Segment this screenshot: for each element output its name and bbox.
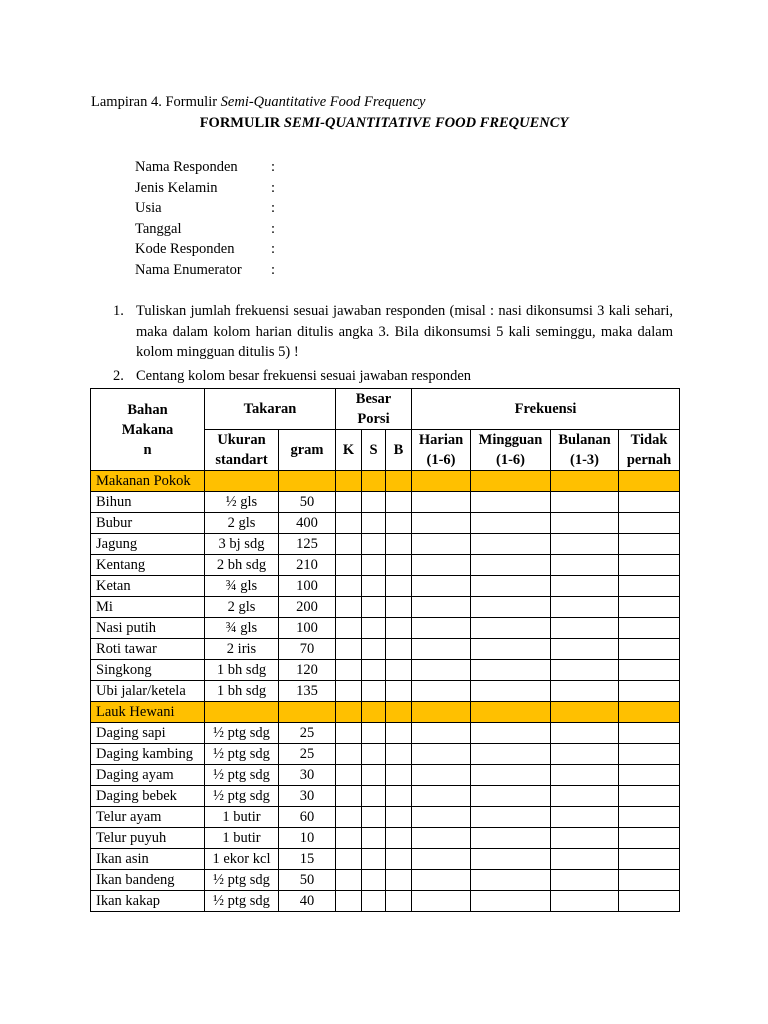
ukuran-cell: ¾ gls: [205, 618, 279, 639]
s-cell[interactable]: [362, 744, 386, 765]
tidak-pernah-cell[interactable]: [619, 513, 680, 534]
gram-cell: 135: [279, 681, 336, 702]
food-name: Ikan kakap: [91, 891, 205, 912]
k-cell[interactable]: [336, 660, 362, 681]
category-cell: [471, 702, 551, 723]
harian-cell[interactable]: [412, 576, 471, 597]
k-cell[interactable]: [336, 870, 362, 891]
gram-cell: 30: [279, 786, 336, 807]
ukuran-cell: 1 butir: [205, 807, 279, 828]
ukuran-cell: ½ gls: [205, 492, 279, 513]
gram-cell: 400: [279, 513, 336, 534]
tidak-pernah-cell[interactable]: [619, 576, 680, 597]
food-name: Ikan bandeng: [91, 870, 205, 891]
field-label: Nama Enumerator: [135, 261, 242, 278]
respondent-field: [135, 239, 275, 260]
food-name: Bihun: [91, 492, 205, 513]
food-name: Daging sapi: [91, 723, 205, 744]
food-name: Ikan asin: [91, 849, 205, 870]
gram-cell: 50: [279, 870, 336, 891]
k-cell[interactable]: [336, 744, 362, 765]
tidak-pernah-cell[interactable]: [619, 681, 680, 702]
harian-cell[interactable]: [412, 870, 471, 891]
ukuran-cell: 2 gls: [205, 513, 279, 534]
instruction-text: Tuliskan jumlah frekuensi sesuai jawaban responden (misal : nasi dikonsumsi 3 kali sehari, maka dalam kolom harian ditulis angka 3. Bila dikonsumsi 5 kali seminggu, maka dalam kolom mingguan ditulis 5) !: [136, 303, 673, 360]
col-header-s: S: [362, 430, 386, 471]
harian-cell[interactable]: [412, 828, 471, 849]
s-cell[interactable]: [362, 492, 386, 513]
table-row: [91, 828, 680, 849]
ukuran-cell: ¾ gls: [205, 576, 279, 597]
b-cell[interactable]: [386, 513, 412, 534]
food-frequency-table: [90, 388, 680, 912]
field-colon: :: [271, 261, 276, 278]
harian-cell[interactable]: [412, 786, 471, 807]
table-row: [91, 513, 680, 534]
gram-cell: 210: [279, 555, 336, 576]
harian-cell[interactable]: [412, 639, 471, 660]
k-cell[interactable]: [336, 597, 362, 618]
field-label: Jenis Kelamin: [135, 179, 218, 196]
food-name: Daging kambing: [91, 744, 205, 765]
table-row: [91, 618, 680, 639]
k-cell[interactable]: [336, 723, 362, 744]
bulanan-cell[interactable]: [551, 618, 619, 639]
gram-cell: 200: [279, 597, 336, 618]
tidak-pernah-cell[interactable]: [619, 618, 680, 639]
harian-cell[interactable]: [412, 597, 471, 618]
field-colon: :: [271, 220, 276, 237]
bulanan-cell[interactable]: [551, 870, 619, 891]
food-name: Mi: [91, 597, 205, 618]
caption-prefix: Lampiran 4. Formulir: [91, 94, 221, 110]
food-name: Ketan: [91, 576, 205, 597]
col-header-b: B: [386, 430, 412, 471]
food-name: Nasi putih: [91, 618, 205, 639]
b-cell[interactable]: [386, 618, 412, 639]
s-cell[interactable]: [362, 828, 386, 849]
tidak-pernah-cell[interactable]: [619, 807, 680, 828]
food-name: Kentang: [91, 555, 205, 576]
bulanan-cell[interactable]: [551, 576, 619, 597]
s-cell[interactable]: [362, 891, 386, 912]
tidak-pernah-cell[interactable]: [619, 534, 680, 555]
field-colon: :: [271, 159, 276, 175]
field-colon: :: [271, 241, 276, 257]
gram-cell: 50: [279, 492, 336, 513]
instruction-item: [113, 301, 673, 363]
table-row: [91, 786, 680, 807]
ukuran-cell: 2 bh sdg: [205, 555, 279, 576]
category-cell: [279, 471, 336, 492]
b-cell[interactable]: [386, 849, 412, 870]
table-row: [91, 807, 680, 828]
tidak-pernah-cell[interactable]: [619, 786, 680, 807]
table-row: [91, 597, 680, 618]
category-cell: [619, 471, 680, 492]
harian-cell[interactable]: [412, 723, 471, 744]
mingguan-cell[interactable]: [471, 870, 551, 891]
s-cell[interactable]: [362, 786, 386, 807]
food-name: Ubi jalar/ketela: [91, 681, 205, 702]
b-cell[interactable]: [386, 681, 412, 702]
col-header-k: K: [336, 430, 362, 471]
s-cell[interactable]: [362, 555, 386, 576]
k-cell[interactable]: [336, 555, 362, 576]
bulanan-cell[interactable]: [551, 723, 619, 744]
gram-cell: 100: [279, 576, 336, 597]
harian-cell[interactable]: [412, 513, 471, 534]
gram-cell: 100: [279, 618, 336, 639]
mingguan-cell[interactable]: [471, 597, 551, 618]
harian-cell[interactable]: [412, 765, 471, 786]
tidak-pernah-cell[interactable]: [619, 723, 680, 744]
table-row: [91, 870, 680, 891]
ukuran-cell: 2 gls: [205, 597, 279, 618]
k-cell[interactable]: [336, 492, 362, 513]
category-cell: [471, 471, 551, 492]
field-colon: :: [271, 179, 276, 196]
k-cell[interactable]: [336, 576, 362, 597]
mingguan-cell[interactable]: [471, 807, 551, 828]
bulanan-cell[interactable]: [551, 534, 619, 555]
mingguan-cell[interactable]: [471, 828, 551, 849]
field-colon: :: [271, 200, 276, 216]
harian-cell[interactable]: [412, 555, 471, 576]
mingguan-cell[interactable]: [471, 534, 551, 555]
tidak-pernah-cell[interactable]: [619, 828, 680, 849]
k-cell[interactable]: [336, 828, 362, 849]
category-cell: [279, 702, 336, 723]
col-header-bulanan: Bulanan (1-3): [551, 430, 619, 471]
caption-italic: Semi-Quantitative Food Frequency: [220, 94, 426, 110]
category-cell: [205, 702, 279, 723]
table-row: [91, 555, 680, 576]
bulanan-cell[interactable]: [551, 786, 619, 807]
bulanan-cell[interactable]: [551, 828, 619, 849]
k-cell[interactable]: [336, 807, 362, 828]
col-header-harian: Harian (1-6): [412, 430, 471, 471]
b-cell[interactable]: [386, 786, 412, 807]
gram-cell: 70: [279, 639, 336, 660]
harian-cell[interactable]: [412, 492, 471, 513]
k-cell[interactable]: [336, 513, 362, 534]
bulanan-cell[interactable]: [551, 639, 619, 660]
k-cell[interactable]: [336, 534, 362, 555]
respondent-field: [135, 198, 275, 219]
food-name: Roti tawar: [91, 639, 205, 660]
table-row: [91, 492, 680, 513]
bulanan-cell[interactable]: [551, 744, 619, 765]
ukuran-cell: ½ ptg sdg: [205, 765, 279, 786]
ukuran-cell: 1 bh sdg: [205, 681, 279, 702]
s-cell[interactable]: [362, 723, 386, 744]
food-name: Jagung: [91, 534, 205, 555]
tidak-pernah-cell[interactable]: [619, 660, 680, 681]
ukuran-cell: ½ ptg sdg: [205, 723, 279, 744]
table-row: [91, 534, 680, 555]
harian-cell[interactable]: [412, 807, 471, 828]
bulanan-cell[interactable]: [551, 849, 619, 870]
col-header-takaran: Takaran: [205, 389, 336, 430]
header-row: [91, 389, 680, 430]
k-cell[interactable]: [336, 618, 362, 639]
page-title: [0, 113, 768, 133]
field-label: Kode Responden: [135, 241, 235, 257]
s-cell[interactable]: [362, 639, 386, 660]
k-cell[interactable]: [336, 891, 362, 912]
table-row: [91, 723, 680, 744]
s-cell[interactable]: [362, 765, 386, 786]
bulanan-cell[interactable]: [551, 513, 619, 534]
harian-cell[interactable]: [412, 660, 471, 681]
field-label: Nama Responden: [135, 159, 238, 175]
bulanan-cell[interactable]: [551, 681, 619, 702]
table-row: [91, 660, 680, 681]
food-name: Telur ayam: [91, 807, 205, 828]
field-label: Usia: [135, 200, 162, 216]
s-cell[interactable]: [362, 534, 386, 555]
category-cell: [386, 471, 412, 492]
bulanan-cell[interactable]: [551, 660, 619, 681]
document-caption: [91, 92, 425, 112]
col-header-gram: gram: [279, 430, 336, 471]
s-cell[interactable]: [362, 681, 386, 702]
category-cell: [386, 702, 412, 723]
category-cell: [412, 471, 471, 492]
ukuran-cell: ½ ptg sdg: [205, 870, 279, 891]
category-cell: [362, 471, 386, 492]
col-header-frekuensi: Frekuensi: [412, 389, 680, 430]
instruction-text: Centang kolom besar frekuensi sesuai jawaban responden: [136, 367, 472, 384]
mingguan-cell[interactable]: [471, 786, 551, 807]
instruction-number: 2.: [113, 367, 124, 384]
ukuran-cell: ½ ptg sdg: [205, 786, 279, 807]
tidak-pernah-cell[interactable]: [619, 597, 680, 618]
tidak-pernah-cell[interactable]: [619, 744, 680, 765]
category-cell: [619, 702, 680, 723]
instruction-number: 1.: [113, 303, 124, 319]
category-cell: [551, 702, 619, 723]
mingguan-cell[interactable]: [471, 765, 551, 786]
s-cell[interactable]: [362, 870, 386, 891]
food-name: Daging bebek: [91, 786, 205, 807]
harian-cell[interactable]: [412, 618, 471, 639]
harian-cell[interactable]: [412, 849, 471, 870]
col-header-ukuran: Ukuran standart: [205, 430, 279, 471]
table-row: [91, 639, 680, 660]
category-cell: [551, 471, 619, 492]
s-cell[interactable]: [362, 597, 386, 618]
table-row: [91, 765, 680, 786]
s-cell[interactable]: [362, 660, 386, 681]
category-row: [91, 471, 680, 492]
b-cell[interactable]: [386, 597, 412, 618]
mingguan-cell[interactable]: [471, 744, 551, 765]
food-name: Bubur: [91, 513, 205, 534]
gram-cell: 40: [279, 891, 336, 912]
mingguan-cell[interactable]: [471, 849, 551, 870]
b-cell[interactable]: [386, 660, 412, 681]
mingguan-cell[interactable]: [471, 492, 551, 513]
table-row: [91, 891, 680, 912]
b-cell[interactable]: [386, 891, 412, 912]
category-label: Makanan Pokok: [91, 471, 205, 492]
table-row: [91, 849, 680, 870]
respondent-info: [135, 157, 275, 280]
mingguan-cell[interactable]: [471, 618, 551, 639]
gram-cell: 120: [279, 660, 336, 681]
mingguan-cell[interactable]: [471, 555, 551, 576]
gram-cell: 60: [279, 807, 336, 828]
col-header-tidak-pernah: Tidak pernah: [619, 430, 680, 471]
ukuran-cell: 1 ekor kcl: [205, 849, 279, 870]
ukuran-cell: 1 bh sdg: [205, 660, 279, 681]
b-cell[interactable]: [386, 870, 412, 891]
tidak-pernah-cell[interactable]: [619, 555, 680, 576]
gram-cell: 25: [279, 744, 336, 765]
col-header-besar-porsi: Besar Porsi: [336, 389, 412, 430]
harian-cell[interactable]: [412, 681, 471, 702]
bulanan-cell[interactable]: [551, 765, 619, 786]
ukuran-cell: 1 butir: [205, 828, 279, 849]
mingguan-cell[interactable]: [471, 891, 551, 912]
ukuran-cell: ½ ptg sdg: [205, 744, 279, 765]
mingguan-cell[interactable]: [471, 639, 551, 660]
b-cell[interactable]: [386, 744, 412, 765]
tidak-pernah-cell[interactable]: [619, 492, 680, 513]
respondent-field: [135, 219, 275, 240]
k-cell[interactable]: [336, 849, 362, 870]
title-italic: SEMI-QUANTITATIVE FOOD FREQUENCY: [283, 115, 569, 131]
harian-cell[interactable]: [412, 744, 471, 765]
food-name: Daging ayam: [91, 765, 205, 786]
col-header-mingguan: Mingguan (1-6): [471, 430, 551, 471]
bulanan-cell[interactable]: [551, 891, 619, 912]
b-cell[interactable]: [386, 492, 412, 513]
mingguan-cell[interactable]: [471, 576, 551, 597]
gram-cell: 25: [279, 723, 336, 744]
k-cell[interactable]: [336, 786, 362, 807]
mingguan-cell[interactable]: [471, 723, 551, 744]
instruction-item: [113, 366, 673, 387]
mingguan-cell[interactable]: [471, 660, 551, 681]
k-cell[interactable]: [336, 639, 362, 660]
b-cell[interactable]: [386, 765, 412, 786]
gram-cell: 125: [279, 534, 336, 555]
field-label: Tanggal: [135, 220, 182, 237]
s-cell[interactable]: [362, 849, 386, 870]
s-cell[interactable]: [362, 513, 386, 534]
harian-cell[interactable]: [412, 891, 471, 912]
category-cell: [205, 471, 279, 492]
tidak-pernah-cell[interactable]: [619, 639, 680, 660]
ukuran-cell: ½ ptg sdg: [205, 891, 279, 912]
tidak-pernah-cell[interactable]: [619, 870, 680, 891]
k-cell[interactable]: [336, 765, 362, 786]
b-cell[interactable]: [386, 828, 412, 849]
respondent-field: [135, 157, 275, 178]
category-row: [91, 702, 680, 723]
table-row: [91, 744, 680, 765]
instructions-list: [113, 301, 673, 386]
ukuran-cell: 3 bj sdg: [205, 534, 279, 555]
respondent-field: [135, 260, 275, 281]
category-label: Lauk Hewani: [91, 702, 205, 723]
b-cell[interactable]: [386, 555, 412, 576]
food-name: Telur puyuh: [91, 828, 205, 849]
k-cell[interactable]: [336, 681, 362, 702]
s-cell[interactable]: [362, 618, 386, 639]
bulanan-cell[interactable]: [551, 555, 619, 576]
mingguan-cell[interactable]: [471, 513, 551, 534]
table-row: [91, 576, 680, 597]
b-cell[interactable]: [386, 723, 412, 744]
gram-cell: 15: [279, 849, 336, 870]
food-name: Singkong: [91, 660, 205, 681]
tidak-pernah-cell[interactable]: [619, 849, 680, 870]
table-row: [91, 681, 680, 702]
b-cell[interactable]: [386, 534, 412, 555]
title-prefix: FORMULIR: [199, 115, 284, 131]
ukuran-cell: 2 iris: [205, 639, 279, 660]
b-cell[interactable]: [386, 576, 412, 597]
mingguan-cell[interactable]: [471, 681, 551, 702]
category-cell: [336, 471, 362, 492]
bulanan-cell[interactable]: [551, 807, 619, 828]
category-cell: [412, 702, 471, 723]
table-body: [91, 471, 680, 912]
gram-cell: 10: [279, 828, 336, 849]
respondent-field: [135, 178, 275, 199]
s-cell[interactable]: [362, 576, 386, 597]
bulanan-cell[interactable]: [551, 492, 619, 513]
category-cell: [362, 702, 386, 723]
s-cell[interactable]: [362, 807, 386, 828]
category-cell: [336, 702, 362, 723]
bulanan-cell[interactable]: [551, 597, 619, 618]
b-cell[interactable]: [386, 807, 412, 828]
col-header-bahan: Bahan Makana n: [91, 389, 205, 471]
b-cell[interactable]: [386, 639, 412, 660]
tidak-pernah-cell[interactable]: [619, 765, 680, 786]
gram-cell: 30: [279, 765, 336, 786]
tidak-pernah-cell[interactable]: [619, 891, 680, 912]
harian-cell[interactable]: [412, 534, 471, 555]
